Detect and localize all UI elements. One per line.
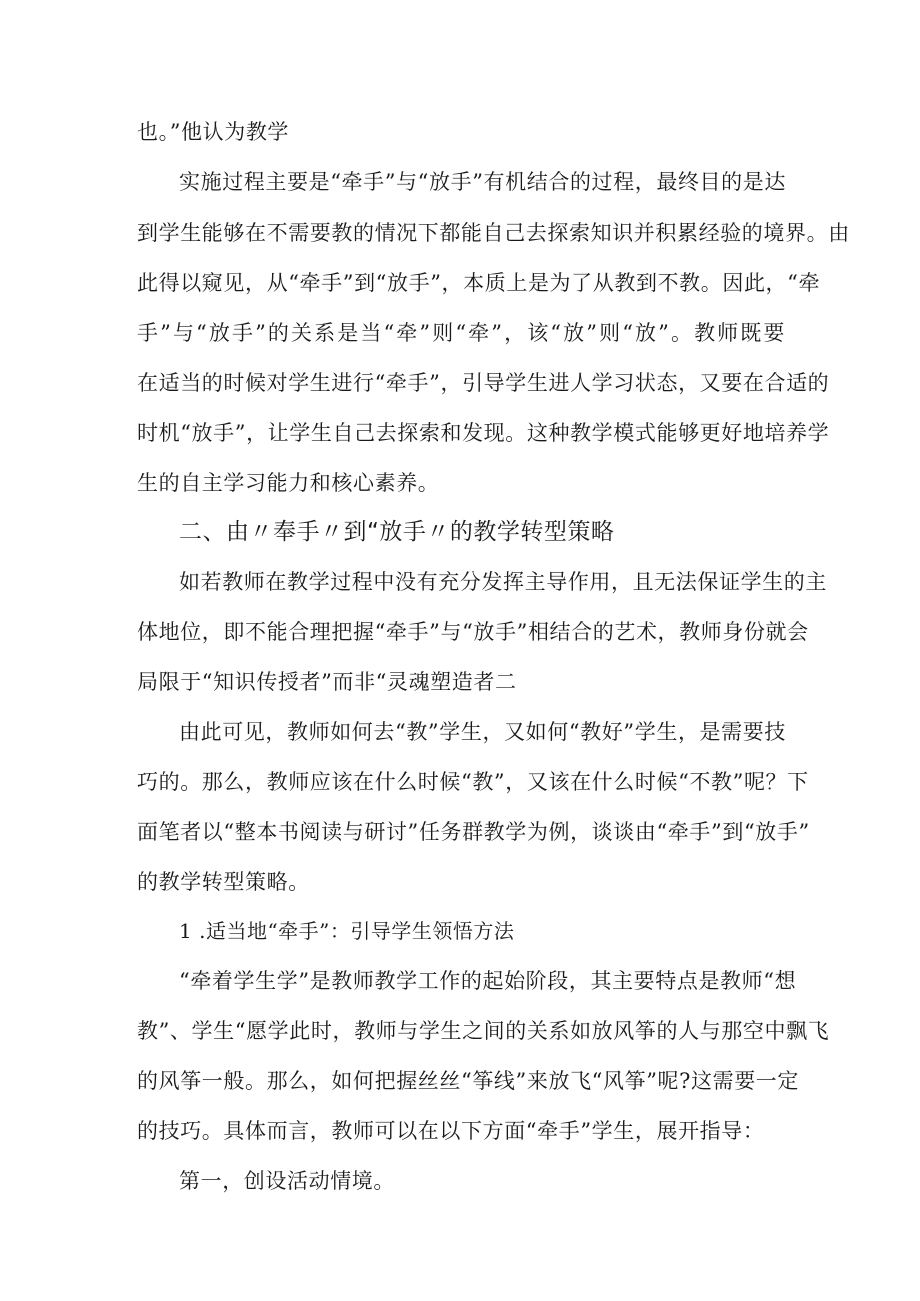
text-line: 第一，创设活动情境。 (179, 1169, 395, 1193)
subsection-heading: 1 .适当地“牵手”：引导学生领悟方法 (179, 919, 515, 943)
text-line: 到学生能够在不需要教的情况下都能自己去探索知识并积累经验的境界。由 (137, 221, 850, 245)
text-line: 体地位，即不能合理把握“牵手”与“放手”相结合的艺术，教师身份就会 (137, 620, 809, 644)
text-line: 手”与“放手”的关系是当“牵”则“牵”，该“放”则“放”。教师既要 (137, 321, 785, 345)
text-line: 此得以窥见，从“牵手”到“放手”，本质上是为了从教到不教。因此，“牵 (137, 271, 821, 295)
text-line: 在适当的时候对学生进行“牵手”，引导学生进人学习状态，又要在合适的 (137, 371, 830, 395)
text-line: 巧的。那么，教师应该在什么时候“教”，又该在什么时候“不教”呢？下 (137, 770, 809, 794)
text-line: 的教学转型策略。 (137, 870, 310, 894)
text-line: 生的自主学习能力和核心素养。 (137, 471, 440, 495)
text-line: 局限于“知识传授者”而非“灵魂塑造者二 (137, 670, 517, 694)
text-line: 的风筝一般。那么，如何把握丝丝“筝线”来放飞“风筝”呢?这需要一定 (137, 1069, 799, 1093)
text-line: 如若教师在教学过程中没有充分发挥主导作用，且无法保证学生的主 (179, 570, 827, 594)
text-line: “牵着学生学”是教师教学工作的起始阶段，其主要特点是教师“想 (179, 969, 797, 993)
text-line: 由此可见，教师如何去“教”学生，又如何“教好”学生，是需要技 (179, 720, 786, 744)
text-line: 的技巧。具体而言，教师可以在以下方面“牵手”学生，展开指导： (137, 1119, 765, 1143)
text-line: 教”、学生“愿学此时，教师与学生之间的关系如放风筝的人与那空中飘飞 (137, 1019, 830, 1043)
section-heading: 二、由〃奉手〃到“放手〃的教学转型策略 (179, 519, 615, 545)
text-line: 面笔者以“整本书阅读与研讨”任务群教学为例，谈谈由“牵手”到“放手” (137, 820, 810, 844)
text-line: 也。”他认为教学 (137, 120, 290, 144)
text-line: 时机“放手”，让学生自己去探索和发现。这种教学模式能够更好地培养学 (137, 421, 830, 445)
text-line: 实施过程主要是“牵手”与“放手”有机结合的过程，最终目的是达 (179, 170, 786, 194)
